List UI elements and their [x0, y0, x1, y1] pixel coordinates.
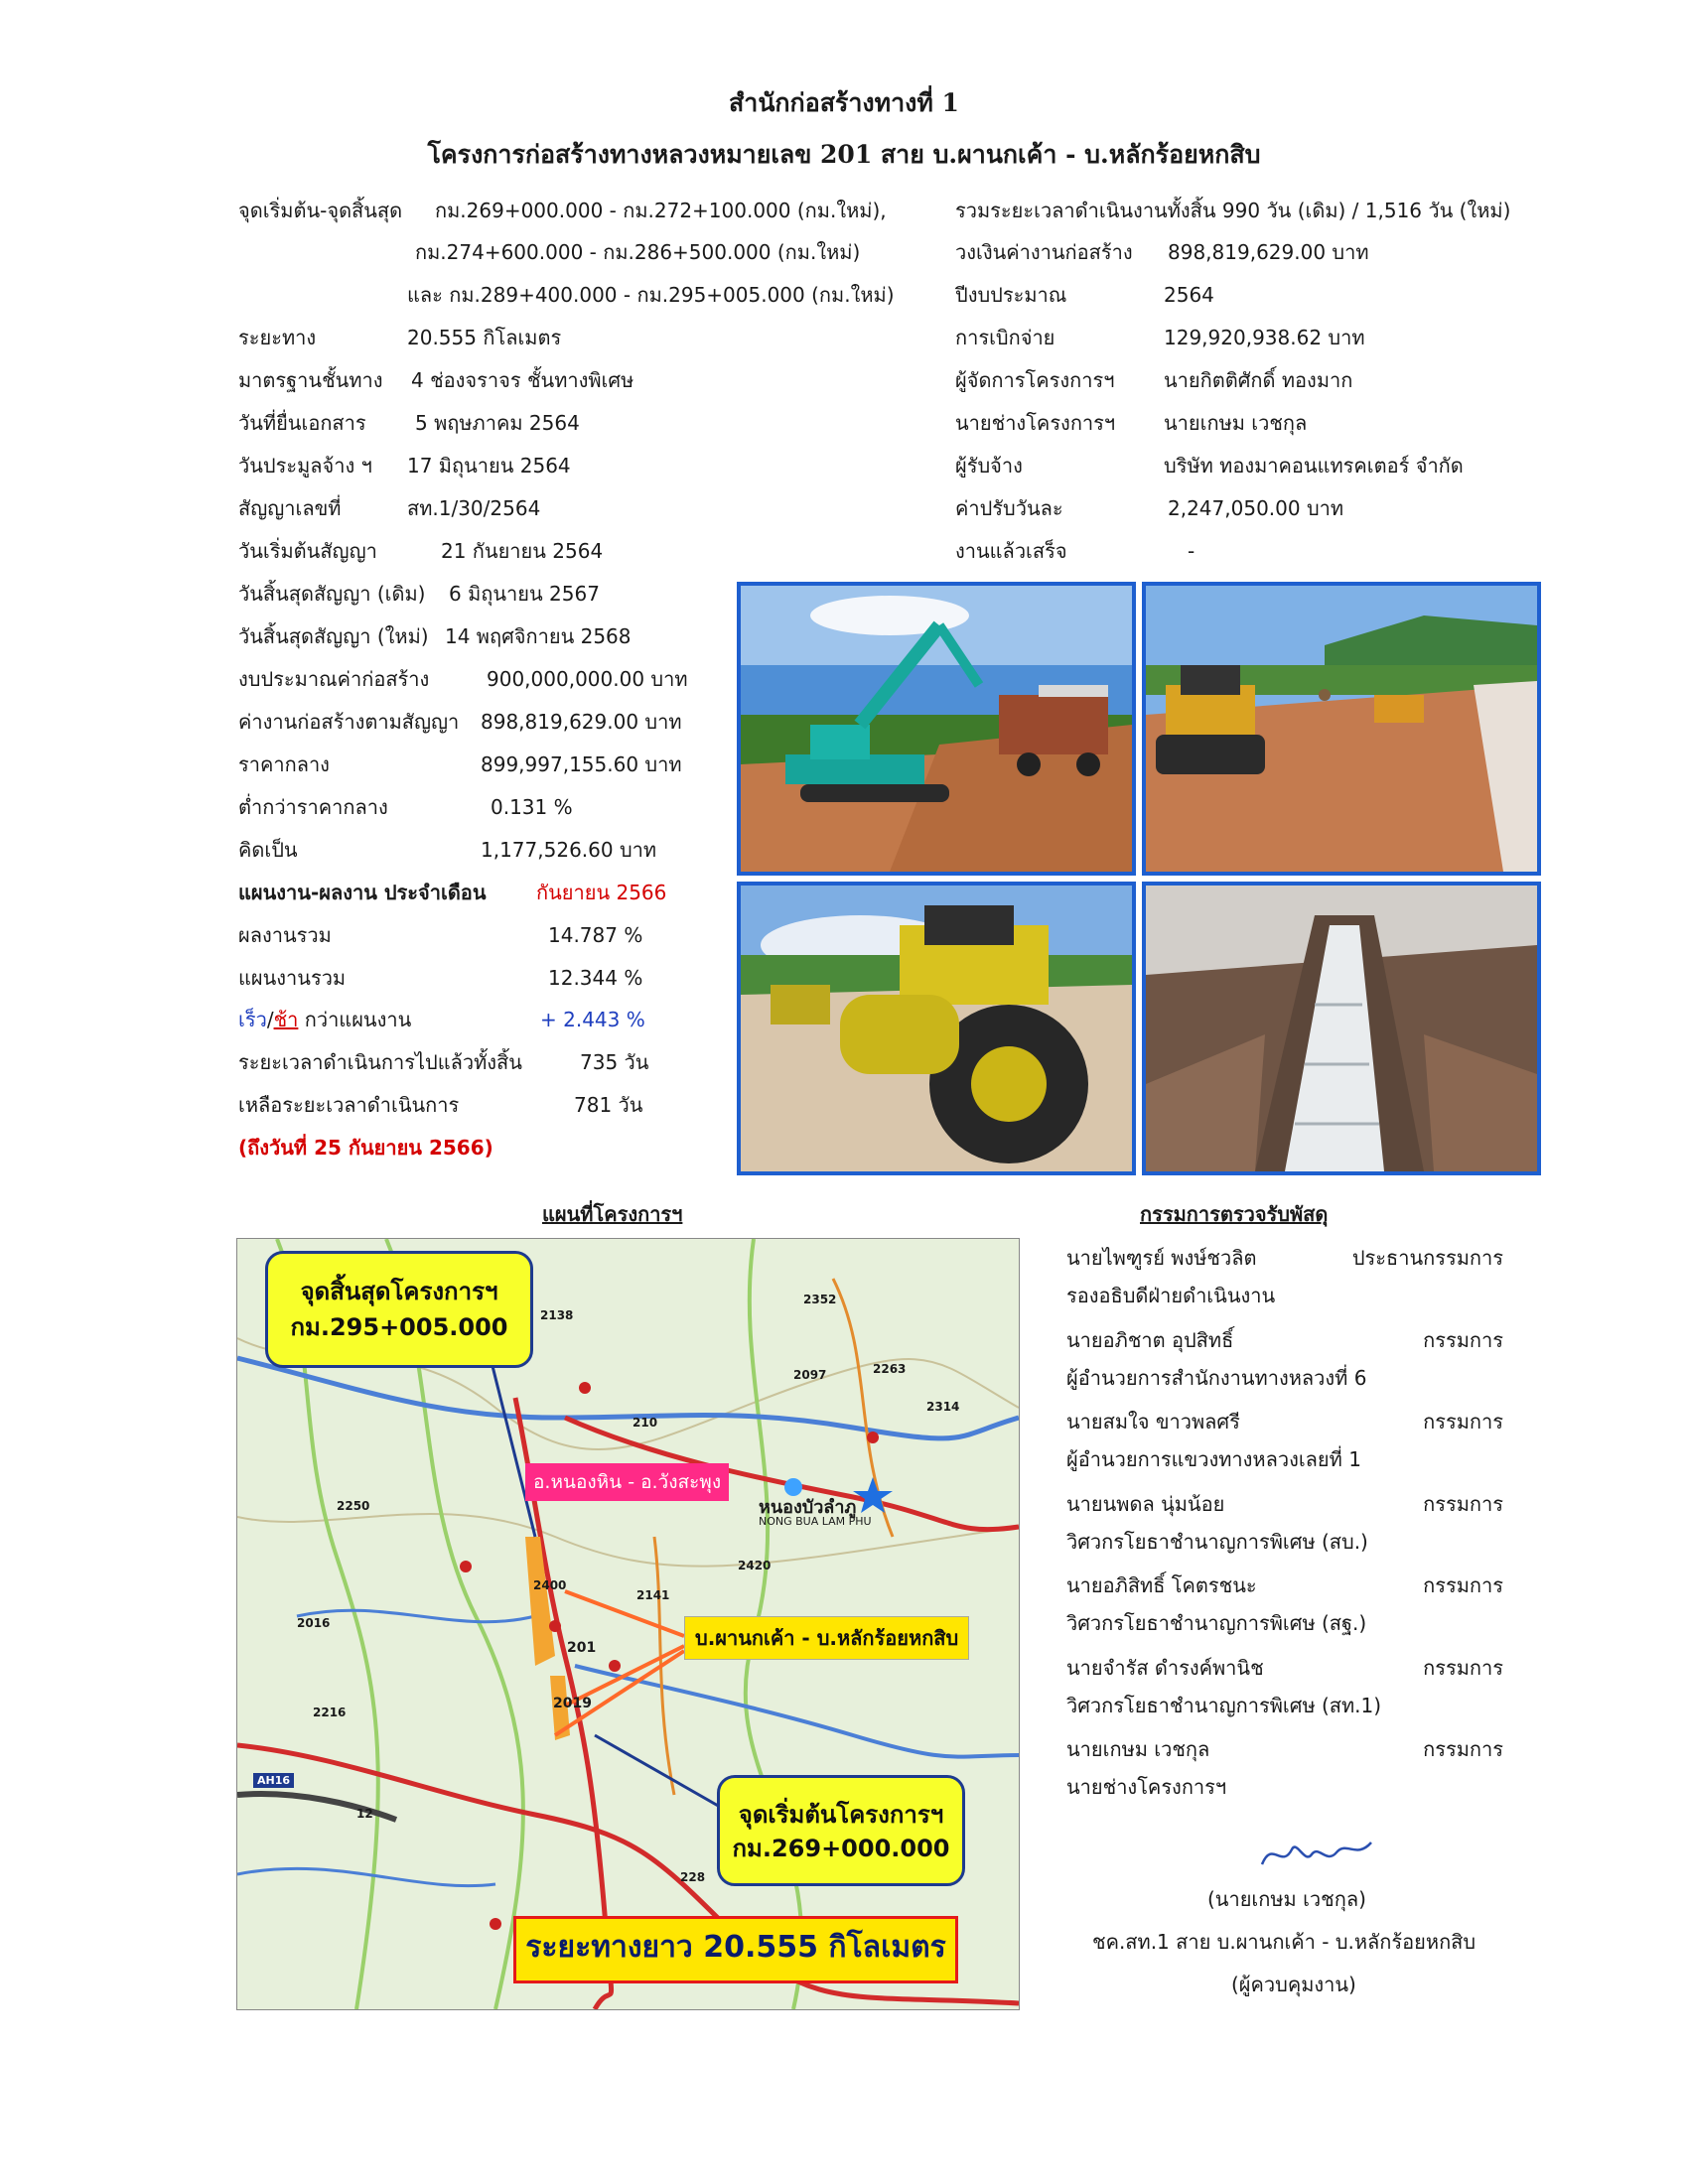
diff-value: + 2.443 %	[540, 1008, 645, 1031]
route-2263-label: 2263	[873, 1362, 907, 1376]
below-value: 0.131 %	[491, 795, 573, 819]
member-name: นายจำรัส ดำรงค์พานิช	[1066, 1655, 1264, 1680]
route-2138-label: 2138	[540, 1308, 574, 1322]
distance-value: 20.555 กิโลเมตร	[407, 326, 562, 349]
eng-value: นายเกษม เวชกุล	[1164, 411, 1308, 435]
route-2314-label: 2314	[926, 1400, 960, 1414]
excavator-photo	[737, 582, 1136, 876]
bid-date-value: 17 มิถุนายน 2564	[407, 454, 571, 478]
route-2141-label: 2141	[636, 1588, 670, 1602]
fast-slow-row	[238, 1007, 411, 1032]
member-name: นายเกษม เวชกุล	[1066, 1737, 1210, 1761]
remain-value: 781 วัน	[574, 1093, 643, 1117]
member-role: กรรมการ	[1423, 1737, 1503, 1761]
office-title: สำนักก่อสร้างทางที่ 1	[729, 88, 959, 117]
end-point-callout	[265, 1251, 533, 1368]
drainage-pipe-photo	[1142, 882, 1541, 1175]
compactor-photo	[737, 882, 1136, 1175]
district-label: อ.หนองหิน - อ.วังสะพุง	[525, 1463, 729, 1501]
route-228-label: 228	[680, 1870, 706, 1884]
route-12-label: 12	[356, 1807, 373, 1821]
plan-label: แผนงานรวม	[238, 966, 347, 990]
cost-value: 898,819,629.00 บาท	[1168, 240, 1369, 264]
member-role: กรรมการ	[1423, 1655, 1503, 1680]
done-label: งานแล้วเสร็จ	[955, 539, 1067, 563]
member-position: วิศวกรโยธาชำนาญการพิเศษ (สท.1)	[1066, 1693, 1382, 1717]
project-title: โครงการก่อสร้างทางหลวงหมายเลข 201 สาย บ.ผานกเค้า - บ.หลักร้อยหกสิบ	[427, 140, 1261, 169]
fine-label: ค่าปรับวันละ	[955, 496, 1063, 520]
project-map	[236, 1238, 1020, 2010]
progress-value: 14.787 %	[548, 923, 643, 947]
median-label: ราคากลาง	[238, 752, 330, 776]
member-position: รองอธิบดีฝ่ายดำเนินงาน	[1066, 1284, 1276, 1307]
member-name: นายสมใจ ขาวพลศรี	[1066, 1410, 1240, 1433]
member-position: ผู้อำนวยการสำนักงานทางหลวงที่ 6	[1066, 1365, 1367, 1390]
elapsed-label: ระยะเวลาดำเนินการไปแล้วทั้งสิ้น	[238, 1050, 522, 1074]
as-of-date: (ถึงวันที่ 25 กันยายน 2566)	[238, 1136, 493, 1160]
member-role: กรรมการ	[1423, 1491, 1503, 1516]
duration-text: รวมระยะเวลาดำเนินงานทั้งสิ้น 990 วัน (เดิม) / 1,516 วัน (ใหม่)	[955, 199, 1511, 222]
eng-label: นายช่างโครงการฯ	[955, 411, 1116, 435]
sign-title: ชค.สท.1 สาย บ.ผานกเค้า - บ.หลักร้อยหกสิบ	[1092, 1930, 1477, 1954]
route-2016-label: 2016	[297, 1616, 331, 1630]
equals-value: 1,177,526.60 บาท	[481, 838, 657, 862]
end-old-value: 6 มิถุนายน 2567	[449, 582, 600, 606]
disb-label: การเบิกจ่าย	[955, 326, 1055, 349]
start-callout-line2: กม.269+000.000	[732, 1835, 950, 1862]
end-callout-line2: กม.295+005.000	[290, 1313, 508, 1341]
member-position: นายช่างโครงการฯ	[1066, 1775, 1227, 1799]
route-201-label: 201	[567, 1640, 597, 1656]
fy-label: ปีงบประมาณ	[955, 283, 1067, 307]
member-role: กรรมการ	[1423, 1327, 1503, 1352]
map-title: แผนที่โครงการฯ	[542, 1202, 683, 1226]
end-callout-line1: จุดสิ้นสุดโครงการฯ	[300, 1278, 498, 1305]
route-210-label: 210	[633, 1416, 658, 1430]
std-label: มาตรฐานชั้นทาง	[238, 368, 383, 392]
contract-price-label: ค่างานก่อสร้างตามสัญญา	[238, 710, 460, 734]
end-old-label: วันสิ้นสุดสัญญา (เดิม)	[238, 582, 426, 606]
sign-name: (นายเกษม เวชกุล)	[1207, 1887, 1366, 1911]
pm-value: นายกิตติศักดิ์ ทองมาก	[1164, 368, 1353, 392]
fast-text: เร็ว	[238, 1008, 267, 1031]
slash-text: /	[266, 1008, 274, 1031]
fy-value: 2564	[1164, 283, 1214, 307]
route-2352-label: 2352	[803, 1293, 837, 1306]
member-position: ผู้อำนวยการแขวงทางหลวงเลยที่ 1	[1066, 1447, 1361, 1471]
start-end-label: จุดเริ่มต้น-จุดสิ้นสุด	[238, 199, 403, 222]
route-2400-label: 2400	[533, 1578, 567, 1592]
member-role: กรรมการ	[1423, 1410, 1503, 1433]
median-value: 899,997,155.60 บาท	[481, 752, 682, 776]
committee-title: กรรมการตรวจรับพัสดุ	[1140, 1202, 1329, 1226]
town-label-en: NONG BUA LAM PHU	[759, 1515, 872, 1528]
sign-role: (ผู้ควบคุมงาน)	[1231, 1973, 1356, 1996]
std-value: 4 ช่องจราจร ชั้นทางพิเศษ	[411, 368, 634, 392]
plan-month: กันยายน 2566	[536, 881, 667, 904]
length-label: ระยะทางยาว 20.555 กิโลเมตร	[513, 1916, 958, 1983]
contract-no-label: สัญญาเลขที่	[238, 496, 342, 520]
cost-label: วงเงินค่างานก่อสร้าง	[955, 240, 1133, 264]
member-name: นายอภิชาต อุปสิทธิ์	[1066, 1327, 1234, 1352]
disb-value: 129,920,938.62 บาท	[1164, 326, 1365, 349]
member-name: นายนพดล นุ่มน้อย	[1066, 1491, 1225, 1516]
contract-no-value: สท.1/30/2564	[407, 496, 541, 520]
done-value: -	[1188, 539, 1196, 563]
remain-label: เหลือระยะเวลาดำเนินการ	[238, 1093, 460, 1117]
member-role: ประธานกรรมการ	[1351, 1246, 1503, 1270]
doc-date-label: วันที่ยื่นเอกสาร	[238, 411, 366, 435]
roller-photo	[1142, 582, 1541, 876]
member-role: กรรมการ	[1423, 1573, 1503, 1597]
member-name: นายอภิสิทธิ์ โคตรชนะ	[1066, 1573, 1257, 1597]
start-label: วันเริ่มต้นสัญญา	[238, 539, 377, 563]
start-callout-line1: จุดเริ่มต้นโครงการฯ	[738, 1801, 944, 1829]
contract-price-value: 898,819,629.00 บาท	[481, 710, 682, 734]
road-label: บ.ผานกเค้า - บ.หลักร้อยหกสิบ	[684, 1616, 969, 1660]
end-new-value: 14 พฤศจิกายน 2568	[445, 624, 632, 648]
start-end-3: และ กม.289+400.000 - กม.295+005.000 (กม.ใหม่)	[407, 283, 895, 307]
contractor-value: บริษัท ทองมาคอนแทรคเตอร์ จำกัด	[1164, 454, 1464, 478]
below-label: ต่ำกว่าราคากลาง	[238, 795, 388, 819]
budget-label: งบประมาณค่าก่อสร้าง	[238, 667, 430, 691]
member-position: วิศวกรโยธาชำนาญการพิเศษ (สบ.)	[1066, 1529, 1368, 1554]
signature	[1257, 1835, 1376, 1874]
vs-plan-text: กว่าแผนงาน	[304, 1008, 412, 1031]
start-end-2: กม.274+600.000 - กม.286+500.000 (กม.ใหม่)	[415, 240, 861, 264]
pm-label: ผู้จัดการโครงการฯ	[955, 368, 1115, 392]
bid-date-label: วันประมูลจ้าง ฯ	[238, 454, 372, 478]
route-ah16-label: AH16	[253, 1773, 294, 1788]
route-2019-label: 2019	[553, 1696, 592, 1711]
progress-label: ผลงานรวม	[238, 923, 332, 947]
town-label: หนองบัวลำภู	[759, 1497, 857, 1518]
member-position: วิศวกรโยธาชำนาญการพิเศษ (สฐ.)	[1066, 1611, 1367, 1635]
elapsed-value: 735 วัน	[580, 1050, 649, 1074]
start-point-callout	[717, 1775, 965, 1886]
route-2420-label: 2420	[738, 1559, 772, 1572]
start-value: 21 กันยายน 2564	[441, 539, 604, 563]
contractor-label: ผู้รับจ้าง	[955, 454, 1023, 478]
slow-text: ช้า	[273, 1008, 299, 1031]
end-new-label: วันสิ้นสุดสัญญา (ใหม่)	[238, 624, 429, 648]
route-2250-label: 2250	[337, 1499, 370, 1513]
distance-label: ระยะทาง	[238, 326, 317, 349]
fine-value: 2,247,050.00 บาท	[1168, 496, 1344, 520]
route-2097-label: 2097	[793, 1368, 827, 1382]
plan-value: 12.344 %	[548, 966, 643, 990]
equals-label: คิดเป็น	[238, 838, 298, 862]
route-2216-label: 2216	[313, 1706, 347, 1719]
start-end-1: กม.269+000.000 - กม.272+100.000 (กม.ใหม่),	[435, 199, 887, 222]
plan-heading: แผนงาน-ผลงาน ประจำเดือน	[238, 881, 487, 904]
doc-date-value: 5 พฤษภาคม 2564	[415, 411, 580, 435]
budget-value: 900,000,000.00 บาท	[487, 667, 688, 691]
member-name: นายไพฑูรย์ พงษ์ชวลิต	[1066, 1246, 1257, 1270]
